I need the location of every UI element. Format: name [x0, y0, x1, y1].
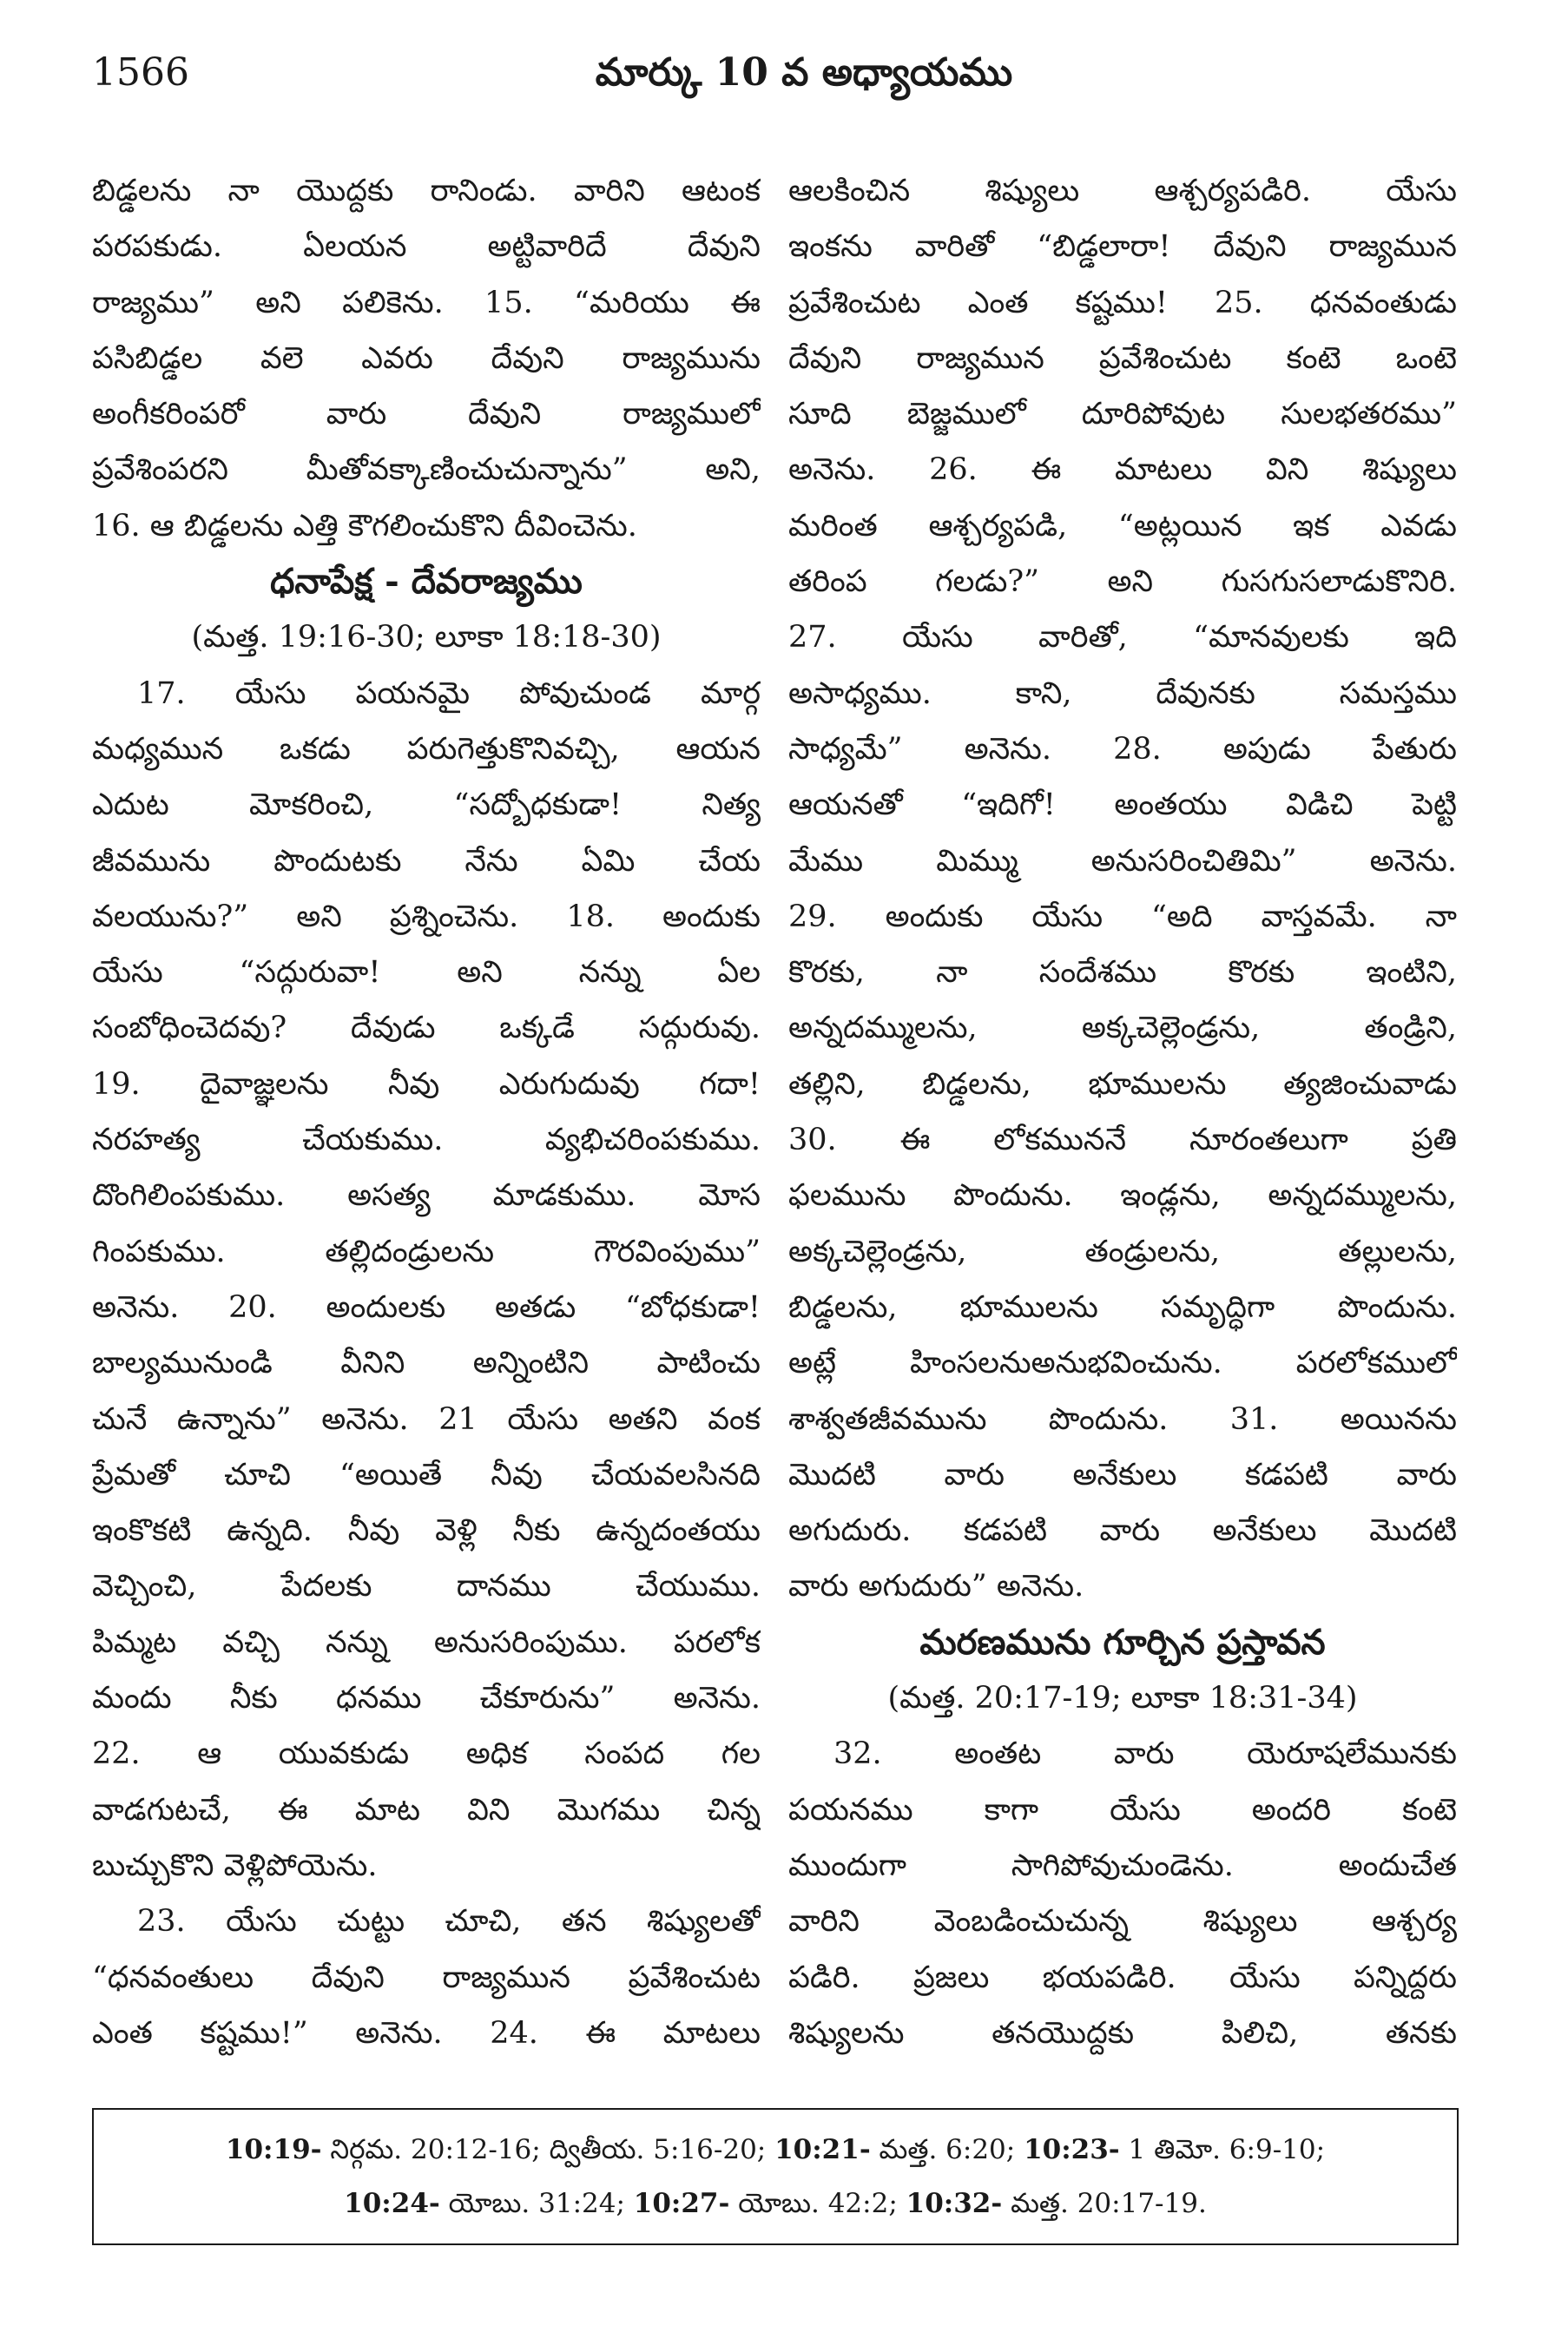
text-line: వెచ్చించి, పేదలకు దానము చేయుము. — [92, 1569, 761, 1604]
text-line: శాశ్వతజీవమును పొందును. 31. అయినను — [788, 1401, 1457, 1437]
left-column — [92, 163, 761, 2061]
text-line: 32. అంతట వారు యెరూషలేమునకు — [833, 1736, 1457, 1772]
text-line: అన్నదమ్ములను, అక్కచెల్లెండ్రను, తండ్రిని, — [788, 1011, 1457, 1046]
text-line: ఆయనతో “ఇదిగో! అంతయు విడిచి పెట్టి — [788, 787, 1457, 823]
footnote-box — [92, 2108, 1459, 2245]
footnote-ref: 10:19- — [225, 2134, 322, 2165]
text-line: బిడ్డలను, భూములను సమృద్ధిగా పొందును. — [788, 1289, 1457, 1325]
footnote-text: 1 తిమో. 6:9-10; — [1119, 2134, 1326, 2165]
right-column — [788, 163, 1457, 2061]
text-line: అగుదురు. కడపటి వారు అనేకులు మొదటి — [788, 1513, 1457, 1549]
section-heading: మరణమును గూర్చిన ప్రస్తావన — [919, 1621, 1326, 1663]
text-line: 16. ఆ బిడ్డలను ఎత్తి కౌగలించుకొని దీవించెను. — [92, 508, 637, 544]
text-line: పసిబిడ్డల వలె ఎవరు దేవుని రాజ్యమును — [92, 340, 761, 376]
text-line: వారిని వెంబడించుచున్న శిష్యులు ఆశ్చర్య — [788, 1904, 1457, 1940]
text-line: రాజ్యము” అని పలికెను. 15. “మరియు ఈ — [92, 285, 761, 320]
text-line: గింపకుము. తల్లిదండ్రులను గౌరవింపుము” — [92, 1234, 761, 1269]
text-line: తల్లిని, బిడ్డలను, భూములను త్యజించువాడు — [788, 1066, 1457, 1102]
text-line: 29. అందుకు యేసు “అది వాస్తవమే. నా — [788, 899, 1457, 934]
text-line: చునే ఉన్నాను” అనెను. 21 యేసు అతని వంక — [92, 1401, 761, 1437]
text-line: 22. ఆ యువకుడు అధిక సంపద గల — [92, 1736, 761, 1772]
text-line: సాధ్యమే” అనెను. 28. అపుడు పేతురు — [788, 731, 1457, 767]
text-line: ప్రేమతో చూచి “అయితే నీవు చేయవలసినది — [92, 1457, 761, 1492]
text-line: ఇంకను వారితో “బిడ్డలారా! దేవుని రాజ్యమున — [788, 229, 1457, 265]
page-number: 1566 — [92, 50, 189, 95]
text-line: జీవమును పొందుటకు నేను ఏమి చేయ — [92, 843, 761, 879]
text-line: అనెను. 26. ఈ మాటలు విని శిష్యులు — [788, 452, 1457, 488]
text-line: మొదటి వారు అనేకులు కడపటి వారు — [788, 1457, 1457, 1492]
text-line: అక్కచెల్లెండ్రను, తండ్రులను, తల్లులను, — [788, 1234, 1457, 1269]
text-line: సంబోధించెదవు? దేవుడు ఒక్కడే సద్గురువు. — [92, 1011, 761, 1046]
text-line: యేసు “సద్గురువా! అని నన్ను ఏల — [92, 955, 761, 991]
text-line: ఆలకించిన శిష్యులు ఆశ్చర్యపడిరి. యేసు — [788, 174, 1457, 208]
text-line: ఇంకొకటి ఉన్నది. నీవు వెళ్లి నీకు ఉన్నదంతయు — [92, 1513, 761, 1549]
text-line: పయనము కాగా యేసు అందరి కంటె — [788, 1792, 1457, 1828]
footnote-text: యోబు. 31:24; — [439, 2188, 634, 2219]
text-line: 19. దైవాజ్ఞలను నీవు ఎరుగుదువు గదా! — [92, 1066, 761, 1102]
text-line: దొంగిలింపకుము. అసత్య మాడకుము. మోస — [92, 1178, 761, 1214]
text-line: కొరకు, నా సందేశము కొరకు ఇంటిని, — [788, 955, 1457, 991]
footnote-line — [94, 2134, 1457, 2171]
footnote-line — [94, 2188, 1457, 2225]
text-line: మందు నీకు ధనము చేకూరును” అనెను. — [92, 1681, 761, 1716]
section-cross-reference: (మత్త. 19:16-30; లూకా 18:18-30) — [191, 620, 662, 656]
footnote-text: నిర్గమ. 20:12-16; ద్వితీయ. 5:16-20; — [321, 2134, 775, 2165]
text-line: ఫలమును పొందును. ఇండ్లను, అన్నదమ్ములను, — [788, 1178, 1457, 1214]
text-line: అసాధ్యము. కాని, దేవునకు సమస్తము — [788, 675, 1457, 711]
text-line: అంగీకరింపరో వారు దేవుని రాజ్యములో — [92, 397, 761, 432]
footnote-ref: 10:24- — [344, 2188, 440, 2219]
text-line: నరహత్య చేయకుము. వ్యభిచరింపకుము. — [92, 1123, 761, 1158]
text-line: “ధనవంతులు దేవుని రాజ్యమున ప్రవేశించుట — [92, 1960, 761, 1995]
text-line: 27. యేసు వారితో, “మానవులకు ఇది — [788, 620, 1457, 656]
text-line: 30. ఈ లోకముననే నూరంతలుగా ప్రతి — [788, 1123, 1457, 1158]
text-line: అనెను. 20. అందులకు అతడు “బోధకుడా! — [92, 1289, 761, 1325]
text-line: మధ్యమున ఒకడు పరుగెత్తుకొనివచ్చి, ఆయన — [92, 731, 761, 767]
text-line: వారు అగుదురు” అనెను. — [788, 1569, 1084, 1604]
footnote-ref: 10:27- — [633, 2188, 730, 2219]
text-line: మేము మిమ్ము అనుసరించితిమి” అనెను. — [788, 843, 1457, 879]
footnote-text: యోబు. 42:2; — [729, 2188, 906, 2219]
text-line: 17. యేసు పయనమై పోవుచుండ మార్గ — [137, 675, 761, 711]
text-line: సూది బెజ్జములో దూరిపోవుట సులభతరము” — [788, 397, 1457, 432]
text-line: పిమ్మట వచ్చి నన్ను అనుసరింపుము. పరలోక — [92, 1624, 761, 1660]
text-line: బిడ్డలను నా యొద్దకు రానిండు. వారిని ఆటంక — [92, 174, 761, 208]
footnote-ref: 10:32- — [906, 2188, 1003, 2219]
text-line: బుచ్చుకొని వెళ్లిపోయెను. — [92, 1848, 378, 1883]
text-line: ముందుగా సాగిపోవుచుండెను. అందుచేత — [788, 1848, 1457, 1883]
page-header — [92, 42, 1516, 120]
text-line: బాల్యమునుండి వీనిని అన్నింటిని పాటించు — [92, 1346, 761, 1381]
section-cross-reference: (మత్త. 20:17-19; లూకా 18:31-34) — [887, 1681, 1358, 1716]
text-line: పడిరి. ప్రజలు భయపడిరి. యేసు పన్నిద్దరు — [788, 1960, 1457, 1995]
text-line: తరింప గలడు?” అని గుసగుసలాడుకొనిరి. — [788, 564, 1457, 600]
text-line: ఎదుట మోకరించి, “సద్బోధకుడా! నిత్య — [92, 787, 761, 823]
running-title: మార్కు 10 వ అధ్యాయము — [595, 50, 1013, 95]
text-line: ప్రవేశించుట ఎంత కష్టము! 25. ధనవంతుడు — [788, 285, 1457, 320]
footnote-ref: 10:23- — [1024, 2134, 1120, 2165]
text-line: అట్లే హింసలనుఅనుభవించును. పరలోకములో — [788, 1346, 1457, 1381]
text-line: దేవుని రాజ్యమున ప్రవేశించుట కంటె ఒంటె — [788, 340, 1457, 376]
text-line: శిష్యులను తనయొద్దకు పిలిచి, తనకు — [788, 2015, 1457, 2051]
text-line: పరపకుడు. ఏలయన అట్టివారిదే దేవుని — [92, 229, 761, 265]
text-line: వలయును?” అని ప్రశ్నించెను. 18. అందుకు — [92, 899, 761, 934]
footnote-ref: 10:21- — [774, 2134, 871, 2165]
section-heading: ధనాపేక్ష - దేవరాజ్యము — [270, 561, 583, 603]
text-line: 23. యేసు చుట్టు చూచి, తన శిష్యులతో — [137, 1904, 761, 1940]
footnote-text: మత్త. 20:17-19. — [1002, 2188, 1207, 2219]
text-line: మరింత ఆశ్చర్యపడి, “అట్లయిన ఇక ఎవడు — [788, 508, 1457, 544]
text-line: ఎంత కష్టము!” అనెను. 24. ఈ మాటలు — [92, 2015, 761, 2051]
text-line: ప్రవేశింపరని మీతోవక్కాణించుచున్నాను” అని, — [92, 452, 761, 488]
footnote-text: మత్త. 6:20; — [870, 2134, 1024, 2165]
text-line: వాడగుటచే, ఈ మాట విని మొగము చిన్న — [92, 1792, 761, 1828]
